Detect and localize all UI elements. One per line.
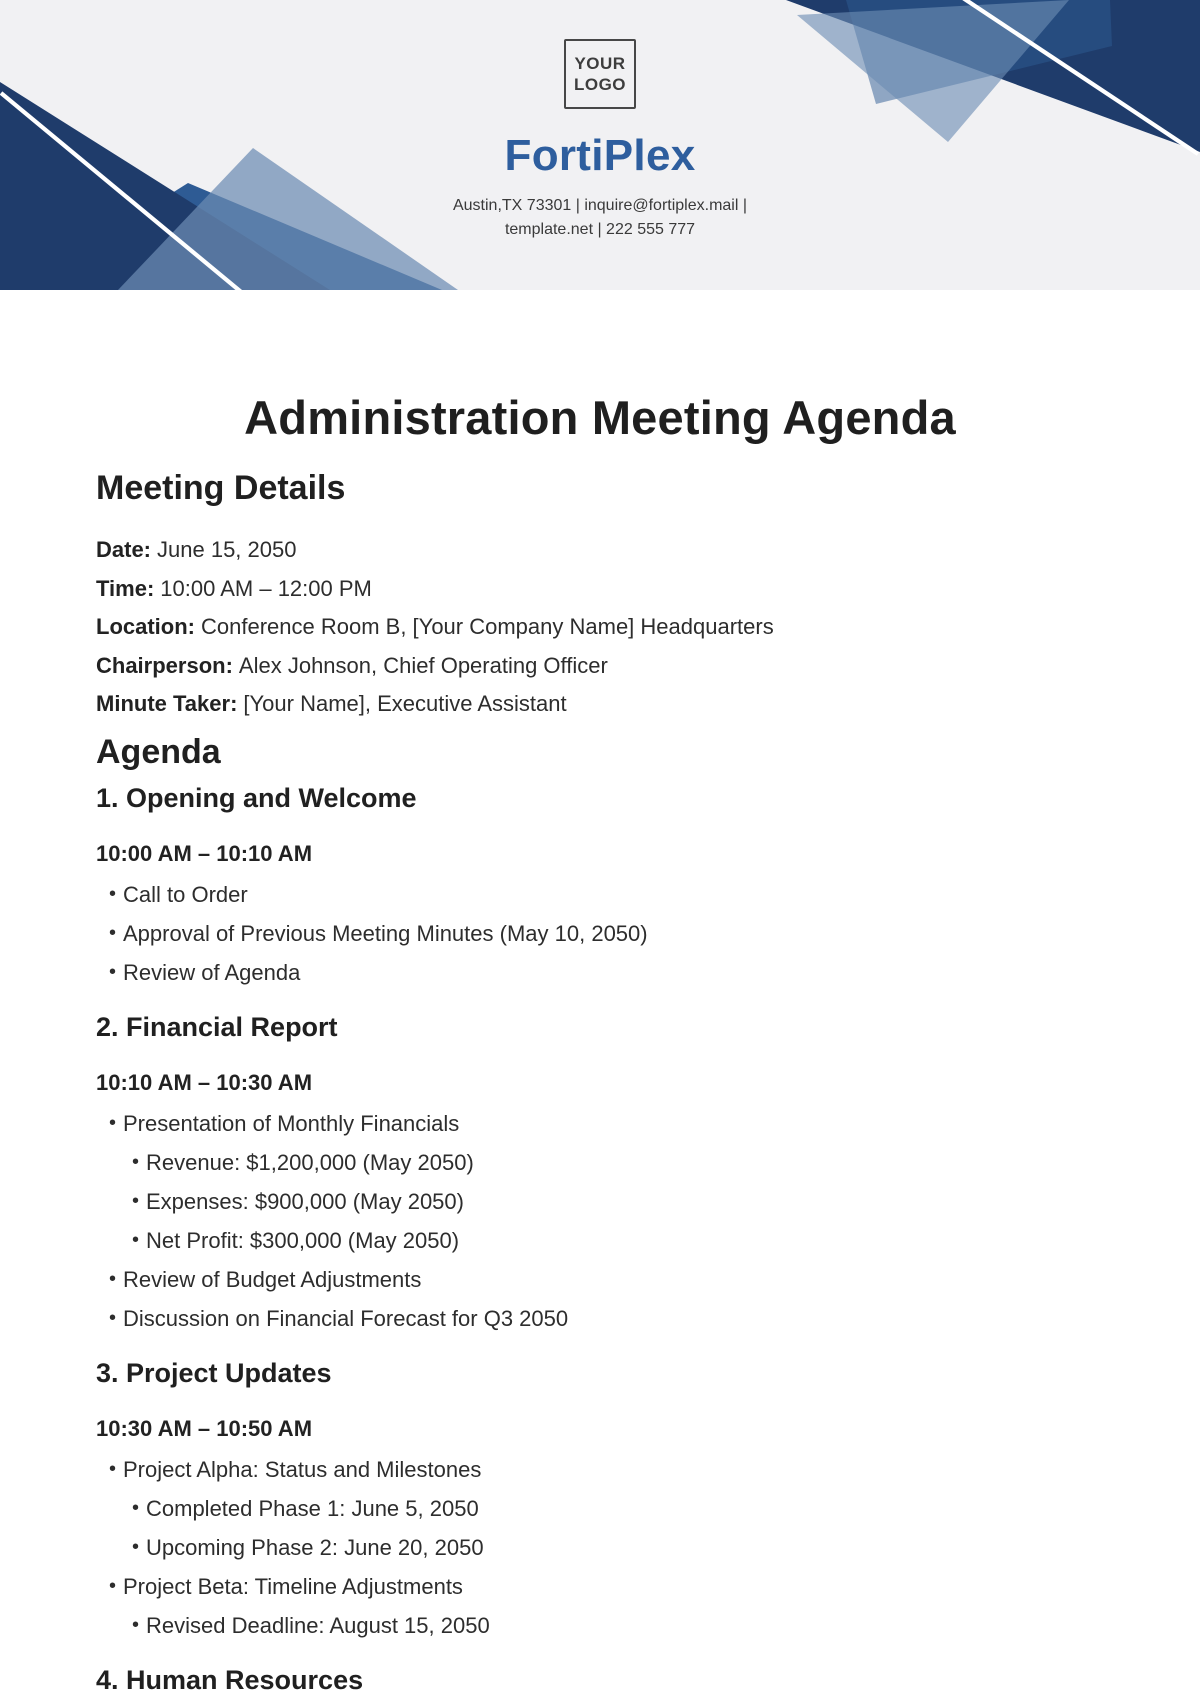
bullet-item: • Project Beta: Timeline Adjustments bbox=[96, 1567, 1104, 1606]
field-label: Date: bbox=[96, 537, 152, 562]
field-label: Time: bbox=[96, 575, 155, 601]
bullet-subitem: • Expenses: $900,000 (May 2050) bbox=[96, 1182, 1104, 1221]
detail-field-location bbox=[96, 608, 1104, 647]
time-range: 10:00 AM – 10:10 AM bbox=[96, 840, 313, 866]
bullet-item: • Presentation of Monthly Financials bbox=[96, 1104, 1104, 1143]
page-title: Administration Meeting Agenda bbox=[244, 391, 956, 444]
bullet-subitem: • Completed Phase 1: June 5, 2050 bbox=[96, 1489, 1104, 1528]
agenda-section-title: 4. Human Resources bbox=[96, 1664, 364, 1695]
bullet-item: • Project Alpha: Status and Milestones bbox=[96, 1450, 1104, 1489]
contact-line2: template.net | 222 555 777 bbox=[504, 220, 696, 238]
agenda-section-title: 3. Project Updates bbox=[96, 1357, 332, 1388]
logo-text-line1: YOUR bbox=[574, 54, 626, 73]
field-value: Alex Johnson, Chief Operating Officer bbox=[238, 652, 608, 678]
document-content bbox=[0, 392, 1200, 1696]
bullet-item: • Review of Budget Adjustments bbox=[96, 1260, 1104, 1299]
agenda-section-title: 1. Opening and Welcome bbox=[96, 782, 417, 813]
contact-info bbox=[453, 194, 747, 241]
meeting-details-heading: Meeting Details bbox=[96, 469, 346, 507]
bullet-item: • Call to Order bbox=[96, 875, 1104, 914]
field-label: Chairperson: bbox=[96, 652, 233, 678]
agenda-section-1 bbox=[96, 783, 1104, 992]
bullet-subitem: • Net Profit: $300,000 (May 2050) bbox=[96, 1221, 1104, 1260]
field-value: Conference Room B, [Your Company Name] Headquarters bbox=[201, 614, 774, 639]
bullet-subitem: • Upcoming Phase 2: June 20, 2050 bbox=[96, 1528, 1104, 1567]
bullet-list bbox=[96, 1450, 1104, 1645]
field-value: June 15, 2050 bbox=[157, 537, 297, 562]
bullet-item: • Discussion on Financial Forecast for Q3 2050 bbox=[96, 1299, 1104, 1338]
agenda-section-4 bbox=[96, 1665, 1104, 1696]
agenda-section-2 bbox=[96, 1012, 1104, 1338]
agenda-section-3 bbox=[96, 1358, 1104, 1645]
field-value: [Your Name], Executive Assistant bbox=[243, 691, 567, 716]
logo-text-line2: LOGO bbox=[573, 75, 627, 94]
bullet-list bbox=[96, 875, 1104, 992]
logo-placeholder bbox=[564, 39, 636, 109]
letterhead bbox=[0, 0, 1200, 290]
detail-field-time bbox=[96, 570, 1104, 609]
agenda-section-title: 2. Financial Report bbox=[96, 1011, 338, 1042]
detail-field-minute-taker bbox=[96, 685, 1104, 724]
bullet-item: • Review of Agenda bbox=[96, 953, 1104, 992]
agenda-heading: Agenda bbox=[96, 732, 221, 771]
bullet-subitem: • Revenue: $1,200,000 (May 2050) bbox=[96, 1143, 1104, 1182]
field-value: 10:00 AM – 12:00 PM bbox=[160, 575, 372, 601]
field-label: Location: bbox=[96, 614, 195, 639]
bullet-item: • Approval of Previous Meeting Minutes (May 10, 2050) bbox=[96, 914, 1104, 953]
detail-field-date bbox=[96, 531, 1104, 570]
meeting-details-fields bbox=[96, 531, 1104, 724]
time-range: 10:30 AM – 10:50 AM bbox=[96, 1415, 313, 1441]
bullet-list bbox=[96, 1104, 1104, 1338]
contact-line1: Austin,TX 73301 | inquire@fortiplex.mail | bbox=[452, 197, 748, 214]
company-name: FortiPlex bbox=[504, 131, 696, 180]
bullet-subitem: • Revised Deadline: August 15, 2050 bbox=[96, 1606, 1104, 1645]
time-range: 10:10 AM – 10:30 AM bbox=[96, 1069, 313, 1095]
detail-field-chairperson bbox=[96, 647, 1104, 686]
field-label: Minute Taker: bbox=[96, 691, 238, 716]
